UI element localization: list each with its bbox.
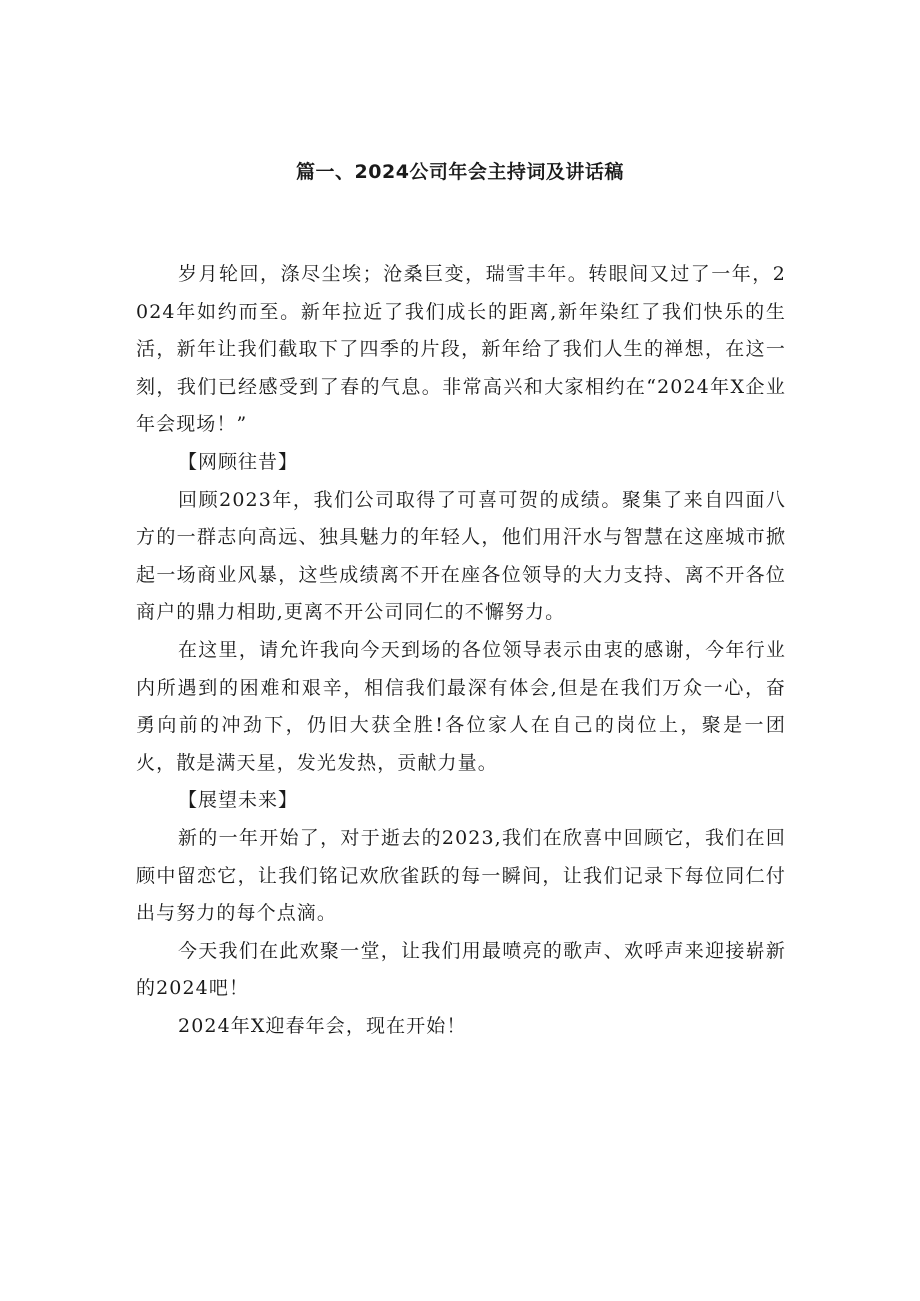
gathering-paragraph: 今天我们在此欢聚一堂，让我们用最喷亮的歌声、欢呼声来迎接崭新的2024吧！ xyxy=(136,939,786,1000)
opening-paragraph: 岁月轮回，涤尽尘埃；沧桑巨变，瑞雪丰年。转眼间又过了一年，2024年如约而至。新年拉近了我们成长的距离,新年染红了我们快乐的生活，新年让我们截取下了四季的片段，新年给了我们人生的禅想，在这一刻，我们已经感受到了春的气息。非常高兴和大家相约在“2024年X企业年会现场！” xyxy=(136,263,786,436)
document-title: 篇一、2024公司年会主持词及讲话稿 xyxy=(296,161,624,183)
section-heading-future: 【展望未来】 xyxy=(178,789,299,812)
closing-paragraph: 2024年X迎春年会，现在开始！ xyxy=(178,1014,467,1037)
thanks-paragraph: 在这里，请允许我向今天到场的各位领导表示由衷的感谢，今年行业内所遇到的困难和艰辛，相信我们最深有体会,但是在我们万众一心，奋勇向前的冲劲下，仍旧大获全胜!各位家人在自己的岗位上，聚是一团火，散是满天星，发光发热，贡献力量。 xyxy=(136,638,786,774)
section-heading-review: 【网顾往昔】 xyxy=(178,450,299,473)
future-paragraph: 新的一年开始了，对于逝去的2023,我们在欣喜中回顾它，我们在回顾中留恋它，让我们铭记欢欣雀跃的每一瞬间，让我们记录下每位同仁付出与努力的每个点滴。 xyxy=(136,826,786,925)
review-paragraph: 回顾2023年，我们公司取得了可喜可贺的成绩。聚集了来自四面八方的一群志向高远、独具魅力的年轻人，他们用汗水与智慧在这座城市掀起一场商业风暴，这些成绩离不开在座各位领导的大力支持、离不开各位商户的鼎力相助,更离不开公司同仁的不懈努力。 xyxy=(136,488,786,624)
document-body xyxy=(136,256,786,1045)
